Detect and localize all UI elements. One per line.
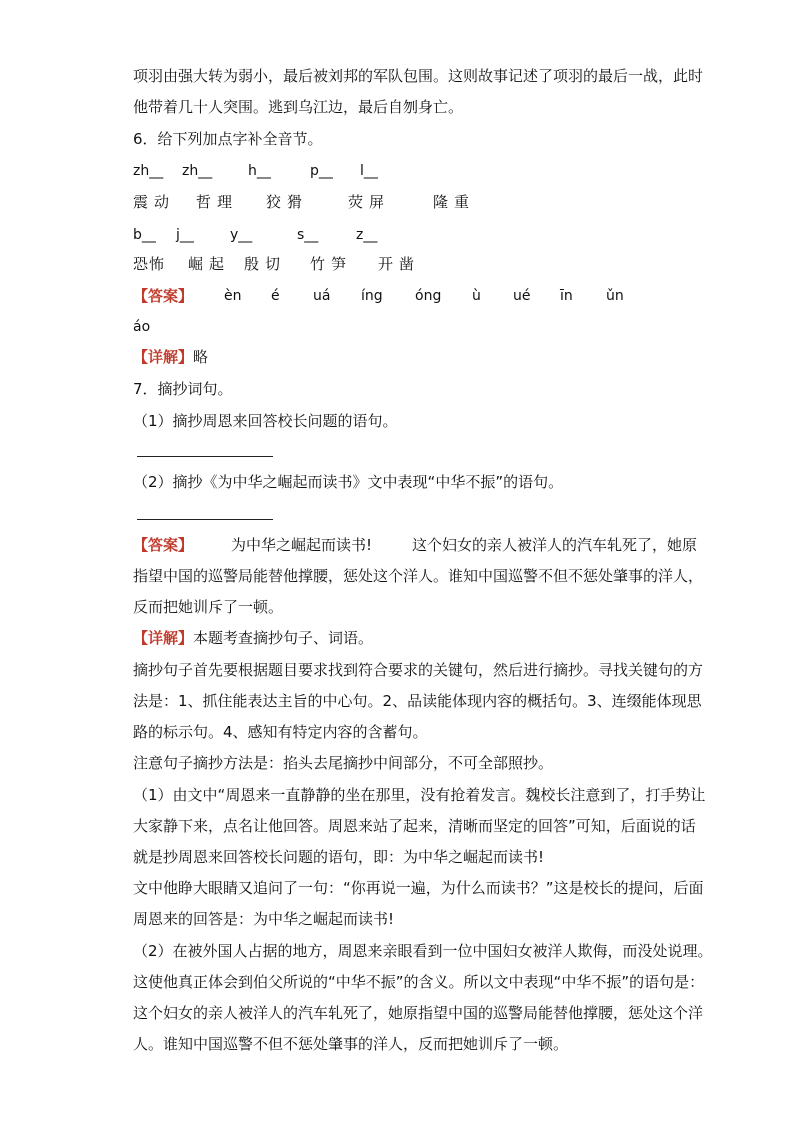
answer-syllable: uá	[313, 288, 331, 304]
answer-label: 【答案】	[133, 287, 194, 305]
word: 狡猾	[266, 193, 309, 211]
detail-paragraph-line: 大家静下来，点名让他回答。周恩来站了起来，清晰而坚定的回答”可知，后面说的话	[133, 817, 696, 835]
detail-paragraph-line: 法是：1、抓住能表达主旨的中心句。2、品读能体现内容的概括句。3、连缀能体现思	[133, 692, 702, 710]
detail-paragraph-line: 这个妇女的亲人被洋人的汽车轧死了，她原指望中国的巡警局能替他撑腰，惩处这个洋	[133, 1004, 704, 1022]
answer-syllable: èn	[224, 288, 242, 304]
answer-syllable: áo	[133, 319, 151, 335]
answer-syllable: ǔn	[606, 288, 624, 304]
word: 恐怖	[133, 255, 166, 273]
word: 哲理	[196, 193, 239, 211]
detail-paragraph-line: 这使他真正体会到伯父所说的“中华不振”的含义。所以文中表现“中华不振”的语句是：	[133, 973, 705, 991]
detail-text: 本题考查摘抄句子、词语。	[193, 629, 374, 647]
pinyin-blank: y__	[230, 227, 253, 243]
intro-line-2: 他带着几十人突围。逃到乌江边，最后自刎身亡。	[133, 98, 464, 116]
detail-paragraph-line: 摘抄句子首先要根据题目要求找到符合要求的关键句，然后进行摘抄。寻找关键句的方	[133, 661, 704, 679]
answer-text: 这个妇女的亲人被洋人的汽车轧死了，她原	[412, 536, 698, 554]
intro-line-1: 项羽由强大转为弱小，最后被刘邦的军队包围。这则故事记述了项羽的最后一战，此时	[133, 67, 704, 85]
question-7-title: 7．摘抄词句。	[133, 380, 233, 398]
word: 开凿	[378, 255, 421, 273]
detail-paragraph-line: 路的标示句。4、感知有特定内容的含蓄句。	[133, 723, 428, 741]
word: 竹笋	[310, 255, 353, 273]
answer-syllable: óng	[415, 288, 442, 304]
pinyin-blank: zh__	[133, 163, 164, 179]
detail-paragraph-line: （1）由文中“周恩来一直静静的坐在那里，没有抢着发言。魏校长注意到了，打手势让	[133, 786, 706, 804]
pinyin-blank: l__	[360, 163, 378, 179]
answer-syllable: īn	[560, 288, 573, 304]
detail-label: 【详解】	[133, 629, 194, 647]
detail-paragraph-line: （2）在被外国人占据的地方，周恩来亲眼看到一位中国妇女被洋人欺侮，而没处说理。	[133, 942, 713, 960]
detail-line	[133, 628, 373, 648]
word: 震动	[133, 193, 176, 211]
answer-syllable: íng	[361, 288, 383, 304]
pinyin-blank: p__	[310, 163, 333, 179]
answer-line-3: 反而把她训斥了一顿。	[133, 598, 284, 616]
detail-paragraph-line: 文中他睁大眼睛又追问了一句：“你再说一遍，为什么而读书？”这是校长的提问，后面	[133, 879, 704, 897]
pinyin-blank: zh__	[182, 163, 213, 179]
question-7-sub-1: （1）摘抄周恩来回答校长问题的语句。	[133, 412, 398, 430]
pinyin-blank: b__	[133, 227, 156, 243]
pinyin-blank: s__	[297, 227, 319, 243]
detail-line	[133, 347, 208, 367]
word: 殷切	[244, 255, 287, 273]
answer-line-1	[133, 535, 697, 555]
question-6-title: 6．给下列加点字补全音节。	[133, 130, 323, 148]
pinyin-blank: j__	[176, 227, 194, 243]
detail-paragraph-line: 人。谁知中国巡警不但不惩处肇事的洋人，反而把她训斥了一顿。	[133, 1035, 569, 1053]
answer-line-2: 指望中国的巡警局能替他撑腰，惩处这个洋人。谁知中国巡警不但不惩处肇事的洋人，	[133, 567, 704, 585]
detail-text: 略	[193, 348, 209, 366]
pinyin-blank: h__	[248, 163, 271, 179]
answer-label: 【答案】	[133, 536, 194, 554]
answer-text: 为中华之崛起而读书!	[231, 536, 373, 554]
answer-blank-line	[137, 519, 273, 520]
word: 荧屏	[348, 193, 391, 211]
answer-syllable: ù	[472, 288, 481, 304]
pinyin-blank: z__	[356, 227, 378, 243]
answer-syllable: é	[271, 288, 280, 304]
word: 隆重	[433, 193, 476, 211]
answer-syllable: ué	[513, 288, 531, 304]
detail-label: 【详解】	[133, 348, 194, 366]
question-7-sub-2: （2）摘抄《为中华之崛起而读书》文中表现“中华不振”的语句。	[133, 473, 564, 491]
detail-paragraph-line: 周恩来的回答是：为中华之崛起而读书!	[133, 910, 395, 928]
word: 崛起	[188, 255, 231, 273]
detail-paragraph-line: 就是抄周恩来回答校长问题的语句，即：为中华之崛起而读书!	[133, 848, 545, 866]
detail-paragraph-line: 注意句子摘抄方法是：掐头去尾摘抄中间部分，不可全部照抄。	[133, 754, 554, 772]
answer-blank-line	[137, 456, 273, 457]
